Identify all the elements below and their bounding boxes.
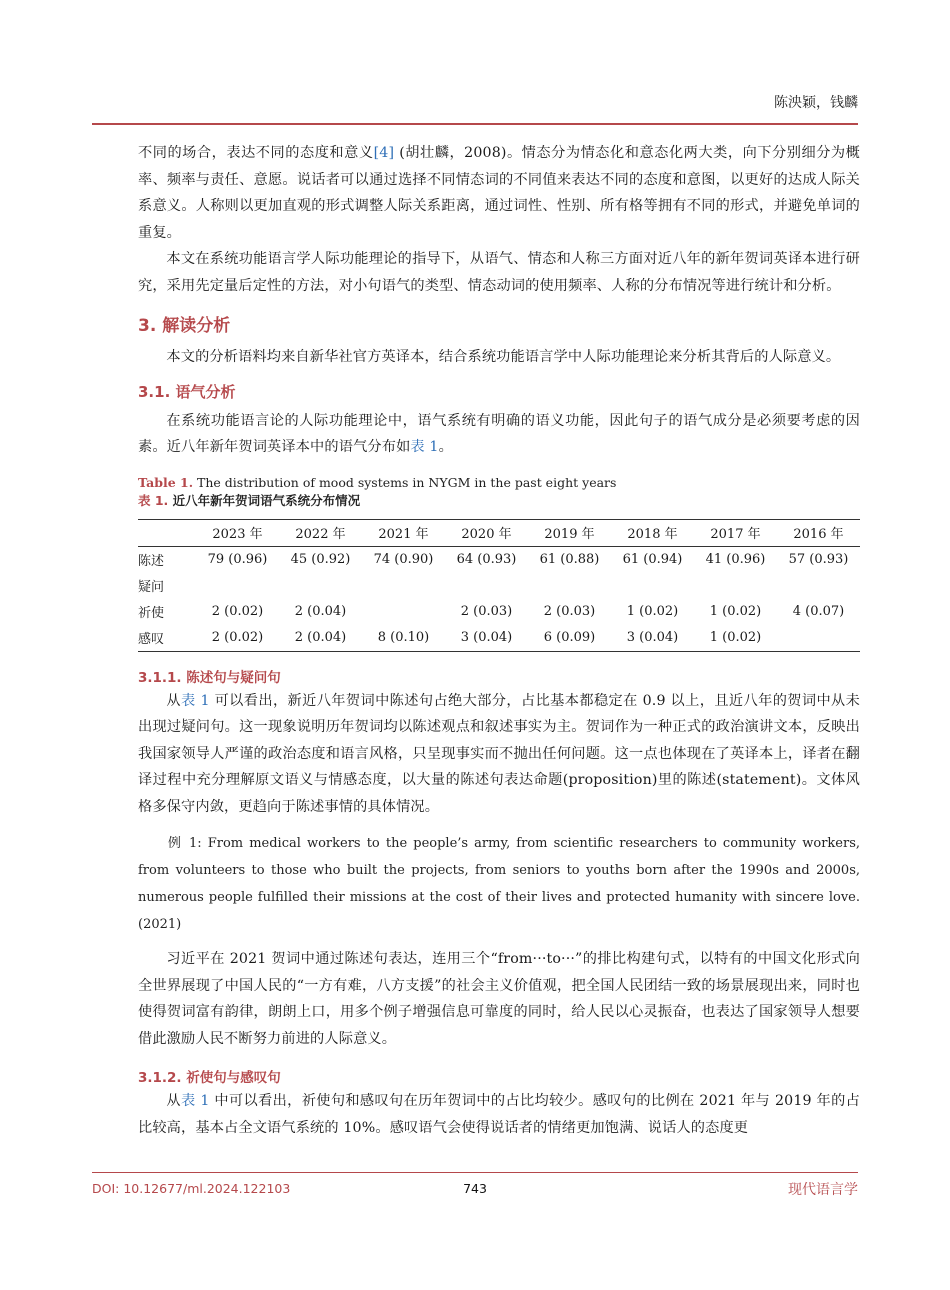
paragraph <box>138 1088 860 1141</box>
table-cell <box>777 573 860 599</box>
footer-rule <box>92 1172 858 1173</box>
table-row <box>138 599 860 625</box>
table-cell <box>196 573 279 599</box>
subsubsection-heading: 3.1.2. 祈使句与感叹句 <box>138 1070 281 1086</box>
column-header: 2017 年 <box>694 519 777 546</box>
table-cell <box>362 599 445 625</box>
table-cell <box>528 573 611 599</box>
table-cell: 3 (0.04) <box>445 625 528 652</box>
paragraph <box>138 688 860 821</box>
table-caption-zh <box>138 491 860 509</box>
example-quote: 例 1: From medical workers to the people’s army, from scientific researchers to community workers, from volunteers to those who built the projects, from seniors to youths born after the 1990s and 2000s, numerous people fulfilled their missions at the cost of their lives and protected humanity with sincere love. (2021) <box>138 836 860 932</box>
mood-distribution-table <box>138 519 860 652</box>
table-cell <box>445 573 528 599</box>
column-header: 2022 年 <box>279 519 362 546</box>
table-cell <box>694 573 777 599</box>
table-cell: 64 (0.93) <box>456 552 517 567</box>
column-header <box>138 519 196 546</box>
table-cell: 8 (0.10) <box>362 625 445 652</box>
footer-doi-link[interactable]: DOI: 10.12677/ml.2024.122103 <box>92 1181 291 1196</box>
table-cell: 2 (0.04) <box>294 604 347 619</box>
paragraph: 本文的分析语料均来自新华社官方英译本，结合系统功能语言学中人际功能理论来分析其背后的人际意义。 <box>166 349 841 365</box>
table-cell: 1 (0.02) <box>694 625 777 652</box>
table-cell: 41 (0.96) <box>705 552 766 567</box>
table-label: Table 1. <box>138 474 194 490</box>
column-header: 2018 年 <box>611 519 694 546</box>
row-label: 陈述 <box>138 554 165 569</box>
page-number: 743 <box>463 1181 487 1196</box>
main-content <box>138 140 860 1141</box>
table-cell <box>777 625 860 652</box>
table-row <box>138 625 860 652</box>
paragraph-text: 从 <box>166 1093 181 1109</box>
paragraph: 本文在系统功能语言学人际功能理论的指导下，从语气、情态和人称三方面对近八年的新年贺词英译本进行研究，采用先定量后定性的方法，对小句语气的类型、情态动词的使用频率、人称的分布情况等进行统计和分析。 <box>138 251 860 294</box>
citation-link[interactable]: [4] <box>373 145 395 161</box>
row-label: 感叹 <box>138 625 196 652</box>
table-caption-text: The distribution of mood systems in NYGM in the past eight years <box>193 474 617 490</box>
table-cell: 61 (0.88) <box>539 552 600 567</box>
table-cell: 2 (0.02) <box>196 625 279 652</box>
paragraph-text: 不同的场合，表达不同的态度和意义 <box>138 145 374 161</box>
table-cell: 1 (0.02) <box>709 604 762 619</box>
section-heading: 3. 解读分析 <box>138 316 231 336</box>
table-cell: 74 (0.90) <box>373 552 434 567</box>
footer-journal-name: 现代语言学 <box>788 1182 858 1198</box>
paragraph-text: 中可以看出，祈使句和感叹句在历年贺词中的占比均较少。感叹句的比例在 2021 年与 2019 年的占比较高，基本占全文语气系统的 10%。感叹语气会使得说话者的情绪更加饱满、说话人的态度更 <box>138 1093 860 1136</box>
table-cell <box>279 573 362 599</box>
table-cell <box>362 573 445 599</box>
header-rule <box>92 123 858 125</box>
table-cell: 79 (0.96) <box>207 552 268 567</box>
row-label: 疑问 <box>138 580 165 595</box>
column-header: 2020 年 <box>445 519 528 546</box>
table-cell: 2 (0.03) <box>543 604 596 619</box>
column-header: 2016 年 <box>777 519 860 546</box>
paragraph-text: 。 <box>438 439 453 455</box>
table-cell: 1 (0.02) <box>626 604 679 619</box>
row-label: 祈使 <box>138 606 165 621</box>
table-header-row <box>138 519 860 546</box>
paragraph-text: (胡壮麟，2008)。情态分为情态化和意态化两大类，向下分别细分为概率、频率与责任、意愿。说话者可以通过选择不同情态词的不同值来表达不同的态度和意图，以更好的达成人际关系意义。人称则以更加直观的形式调整人际关系距离，通过词性、性别、所有格等拥有不同的形式，并避免单词的重复。 <box>138 145 860 241</box>
table-cell: 2 (0.02) <box>211 604 264 619</box>
table-row <box>138 573 860 599</box>
table-cell <box>611 573 694 599</box>
table-caption-text: 近八年新年贺词语气系统分布情况 <box>168 492 361 508</box>
table-cell: 2 (0.04) <box>279 625 362 652</box>
subsection-heading: 3.1. 语气分析 <box>138 382 236 401</box>
table-ref-link[interactable]: 表 1 <box>180 692 210 709</box>
table-ref-link[interactable]: 表 1 <box>410 439 439 455</box>
column-header: 2019 年 <box>528 519 611 546</box>
paragraph-continued <box>138 140 860 246</box>
running-header-authors: 陈泱颖，钱麟 <box>774 95 858 111</box>
table-cell: 57 (0.93) <box>788 552 849 567</box>
table-ref-link[interactable]: 表 1 <box>180 1093 210 1109</box>
table-cell: 61 (0.94) <box>622 552 683 567</box>
paragraph-text: 从 <box>166 692 181 709</box>
table-cell: 45 (0.92) <box>290 552 351 567</box>
paragraph <box>138 408 860 461</box>
paragraph-text: 在系统功能语言论的人际功能理论中，语气系统有明确的语义功能，因此句子的语气成分是必须要考虑的因素。近八年新年贺词英译本中的语气分布如 <box>138 412 860 455</box>
table-cell: 2 (0.03) <box>460 604 513 619</box>
table-cell: 4 (0.07) <box>792 604 845 619</box>
table-label: 表 1. <box>138 492 169 508</box>
table-row <box>138 546 860 573</box>
column-header: 2023 年 <box>196 519 279 546</box>
column-header: 2021 年 <box>362 519 445 546</box>
table-cell: 6 (0.09) <box>528 625 611 652</box>
subsubsection-heading: 3.1.1. 陈述句与疑问句 <box>138 669 281 686</box>
table-cell: 3 (0.04) <box>611 625 694 652</box>
table-caption-en <box>138 475 860 490</box>
paragraph-text: 可以看出，新近八年贺词中陈述句占绝大部分，占比基本都稳定在 0.9 以上，且近八年的贺词中从未出现过疑问句。这一现象说明历年贺词均以陈述观点和叙述事实为主。贺词作为一种正式的政治演讲文本，反映出我国家领导人严谨的政治态度和语言风格，只呈现事实而不抛出任何问题。这一点也体现在了英译本上，译者在翻译过程中充分理解原文语义与情感态度，以大量的陈述句表达命题(proposition)里的陈述(statement)。文体风格多保守内敛，更趋向于陈述事情的具体情况。 <box>138 692 860 815</box>
paragraph: 习近平在 2021 贺词中通过陈述句表达，连用三个“from···to···”的排比构建句式，以特有的中国文化形式向全世界展现了中国人民的“一方有难，八方支援”的社会主义价值观，把全国人民团结一致的场景展现出来，同时也使得贺词富有韵律，朗朗上口，用多个例子增强信息可靠度的同时，给人民以心灵振奋，也表达了国家领导人想要借此激励人民不断努力前进的人际意义。 <box>138 951 860 1047</box>
